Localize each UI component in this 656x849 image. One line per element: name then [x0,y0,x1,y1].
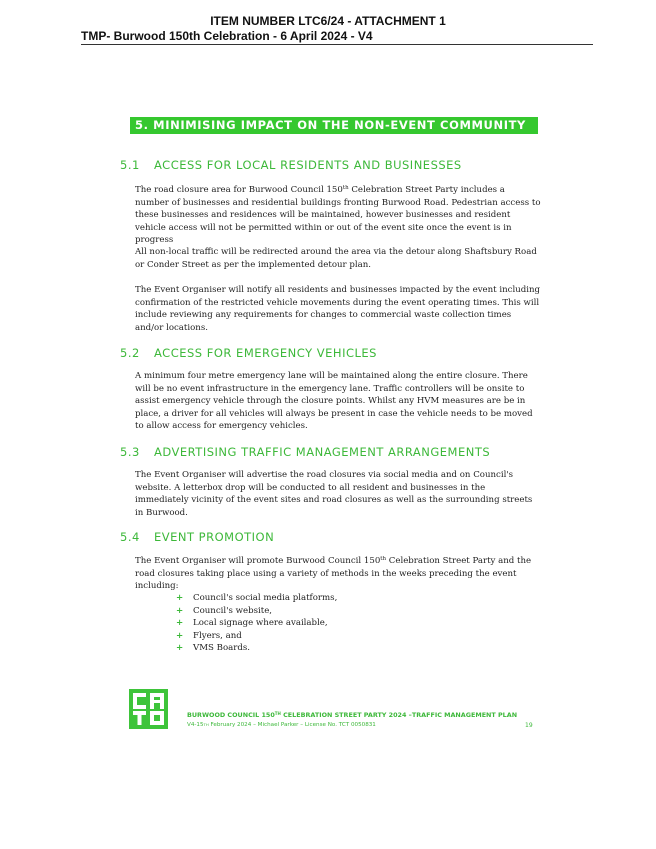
list-item-text: Council's social media platforms, [193,593,338,603]
paragraph: All non-local traffic will be redirected around the area via the detour along Shaftsbury Road or Conder Street as per the implemented detour plan. [135,247,537,270]
paragraph-text: The Event Organiser will promote Burwood Council 150 [135,556,381,566]
paragraph-text: Celebration Street Party and the road closures taking place using a variety of methods in the weeks preceding the event including: [135,556,532,592]
attachment-header: ITEM NUMBER LTC6/24 - ATTACHMENT 1 [210,14,446,28]
paragraph: The Event Organiser will advertise the road closures via social media and on Council's website. A letterbox drop will be conducted to all resident and businesses in the immediately vicinity of the event sites and road closures as well as the surrounding streets in Burwood. [135,470,533,518]
paragraph [135,184,541,247]
list-item [176,642,337,655]
subsection-number: 5.1 [120,158,140,172]
superscript: th [342,185,349,191]
paragraph: A minimum four metre emergency lane will be maintained along the entire closure. There will be no event infrastructure in the emergency lane. Traffic controllers will be onsite to assist emergency vehicle through the closure points. Whilst any HVM measures are be in place, a driver for all vehicles will always be present in case the vehicle needs to be moved to allow access for emergency vehicles. [135,371,533,432]
plus-bullet-icon: + [176,605,184,616]
list-item [176,605,337,618]
header-divider [81,44,593,45]
plus-bullet-icon: + [176,593,184,603]
list-item-text: Local signage where available, [193,618,328,628]
subsection-title: ACCESS FOR EMERGENCY VEHICLES [154,346,377,360]
page-number: 19 [525,722,533,729]
section-title-banner: 5. MINIMISING IMPACT ON THE NON-EVENT COMMUNITY [130,117,538,134]
list-item [176,617,337,630]
subsection-heading-5-1 [120,158,462,172]
list-item-text: VMS Boards. [193,643,250,653]
subsection-title: EVENT PROMOTION [154,530,275,544]
superscript: th [380,556,387,562]
subsection-heading-5-4 [120,530,274,544]
footer-version-line [187,722,376,728]
list-item [176,630,337,643]
superscript: TH [203,722,209,727]
subsection-number: 5.3 [120,445,140,459]
footer-text: V4-15 [187,722,204,728]
subsection-heading-5-2 [120,346,377,360]
subsection-title: ADVERTISING TRAFFIC MANAGEMENT ARRANGEMENTS [154,445,491,459]
list-item-text: Council's website, [193,605,273,616]
list-item-text: Flyers, and [193,630,242,641]
footer-text: CELEBRATION STREET PARTY 2024 –TRAFFIC MANAGEMENT PLAN [280,711,518,719]
plus-bullet-icon: + [176,643,184,653]
cato-logo [129,689,168,729]
paragraph-text: Celebration Street Party includes a number of businesses and residential buildings fronting Burwood Road. Pedestrian access to these businesses and residences will be maintained, however businesses and resident vehicle access will not be permitted within or out of the event site once the event is in progress [135,185,541,246]
subsection-number: 5.4 [120,530,140,544]
list-item [176,592,337,605]
cato-logo-icon [129,689,168,729]
superscript: TH [274,711,281,716]
promotion-methods-list [176,592,337,655]
footer-document-title [187,711,517,719]
footer-text: BURWOOD COUNCIL 150 [187,711,275,719]
subsection-number: 5.2 [120,346,140,360]
plus-bullet-icon: + [176,618,184,628]
paragraph: The Event Organiser will notify all residents and businesses impacted by the event including confirmation of the restricted vehicle movements during the event operating times. This will include reviewing any requirements for changes to commercial waste collection times and/or locations. [135,285,541,333]
subsection-heading-5-3 [120,445,490,459]
paragraph [135,555,541,593]
footer-text: February 2024 – Michael Parker – License No. TCT 0050831 [208,722,376,728]
document-subtitle: TMP- Burwood 150th Celebration - 6 April 2024 - V4 [81,29,373,43]
subsection-title: ACCESS FOR LOCAL RESIDENTS AND BUSINESSES [154,158,462,172]
paragraph-text: The road closure area for Burwood Council 150 [135,185,343,195]
plus-bullet-icon: + [176,630,184,641]
